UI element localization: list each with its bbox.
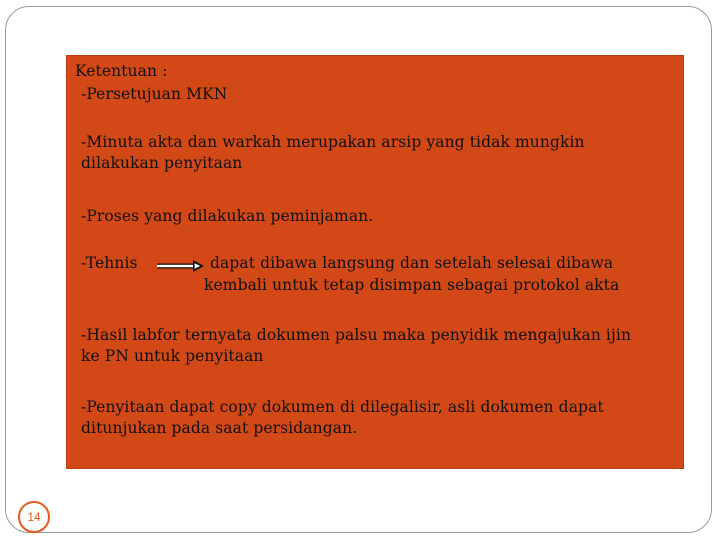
content-box xyxy=(66,55,684,469)
list-item-label: -Tehnis xyxy=(81,254,138,272)
list-item: -Persetujuan MKN xyxy=(81,85,228,103)
list-item-line: dapat dibawa langsung dan setelah selesai dibawa xyxy=(210,254,614,272)
list-item xyxy=(81,132,585,174)
slide-frame xyxy=(5,6,712,533)
list-item-line: -Penyitaan dapat copy dokumen di dilegalisir, asli dokumen dapat xyxy=(81,398,604,416)
list-item-line: ke PN untuk penyitaan xyxy=(81,347,264,365)
list-item-line: -Minuta akta dan warkah merupakan arsip yang tidak mungkin xyxy=(81,133,585,151)
list-item: -Proses yang dilakukan peminjaman. xyxy=(81,207,374,225)
list-item-line: ditunjukan pada saat persidangan. xyxy=(81,419,358,437)
list-item-line: -Hasil labfor ternyata dokumen palsu maka penyidik mengajukan ijin xyxy=(81,326,632,344)
list-item xyxy=(81,325,631,367)
list-item-line: dilakukan penyitaan xyxy=(81,154,243,172)
right-arrow-icon xyxy=(157,259,205,273)
list-item-line: kembali untuk tetap disimpan sebagai protokol akta xyxy=(204,276,620,294)
list-item xyxy=(81,397,604,439)
page-number-badge: 14 xyxy=(18,501,50,533)
slide-heading: Ketentuan : xyxy=(75,62,168,80)
